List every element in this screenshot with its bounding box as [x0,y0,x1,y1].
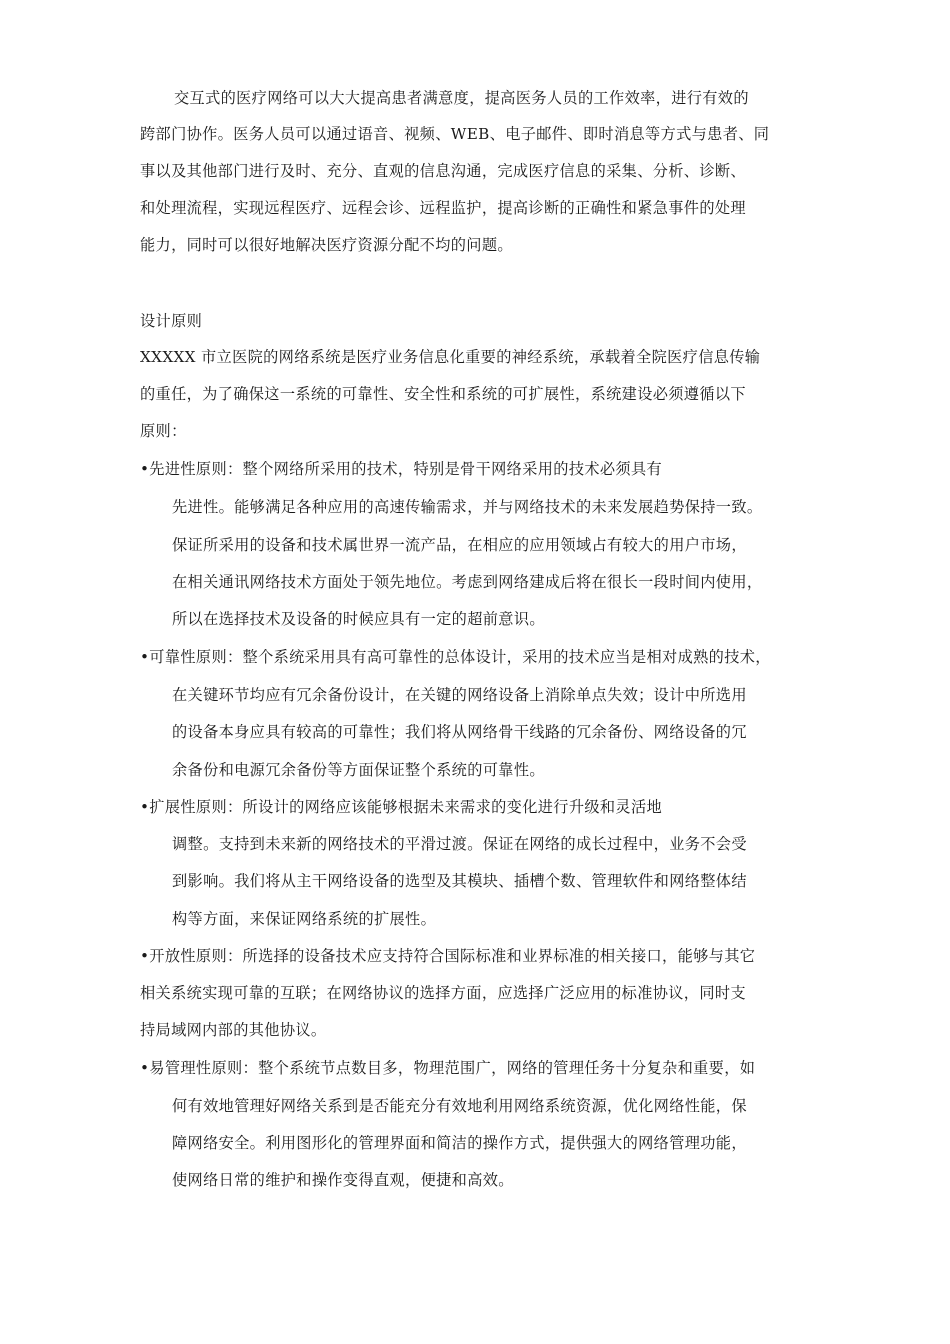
principle-line: 调整。支持到未来新的网络技术的平滑过渡。保证在网络的成长过程中，业务不会受 [172,835,747,853]
intro-line: 交互式的医疗网络可以大大提高患者满意度，提高医务人员的工作效率，进行有效的 [174,89,749,107]
intro-line: 跨部门协作。医务人员可以通过语音、视频、WEB、电子邮件、即时消息等方式与患者、同 [140,125,770,143]
principle-line: 在相关通讯网络技术方面处于领先地位。考虑到网络建成后将在很长一段时间内使用， [172,573,763,591]
principle-line: 构等方面，来保证网络系统的扩展性。 [172,910,437,928]
principle-line: 余备份和电源冗余备份等方面保证整个系统的可靠性。 [172,761,545,779]
section-intro-line: XXXXX 市立医院的网络系统是医疗业务信息化重要的神经系统，承载着全院医疗信息传输 [140,348,761,366]
principle-line: 保证所采用的设备和技术属世界一流产品，在相应的应用领域占有较大的用户市场， [172,536,747,554]
principle-reliability-first-line: •可靠性原则：整个系统采用具有高可靠性的总体设计，采用的技术应当是相对成熟的技术， [140,648,771,666]
section-heading: 设计原则 [140,312,203,330]
intro-line: 事以及其他部门进行及时、充分、直观的信息沟通，完成医疗信息的采集、分析、诊断、 [140,162,746,180]
principle-line: 所以在选择技术及设备的时候应具有一定的超前意识。 [172,610,545,628]
principle-line: 的设备本身应具有较高的可靠性；我们将从网络骨干线路的冗余备份、网络设备的冗 [172,723,747,741]
principle-line: 何有效地管理好网络关系到是否能充分有效地利用网络系统资源，优化网络性能，保 [172,1097,747,1115]
principle-line: 持局域网内部的其他协议。 [140,1021,327,1039]
principle-line: 在关键环节均应有冗余备份设计，在关键的网络设备上消除单点失效；设计中所选用 [172,686,747,704]
section-intro-line: 原则： [140,422,187,440]
intro-line: 和处理流程，实现远程医疗、远程会诊、远程监护，提高诊断的正确性和紧急事件的处理 [140,199,746,217]
principle-advanced-first-line: •先进性原则：整个网络所采用的技术，特别是骨干网络采用的技术必须具有 [140,460,663,478]
principle-scalability-first-line: •扩展性原则：所设计的网络应该能够根据未来需求的变化进行升级和灵活地 [140,798,663,816]
principle-line: 障网络安全。利用图形化的管理界面和简洁的操作方式，提供强大的网络管理功能， [172,1134,747,1152]
section-intro-line: 的重任，为了确保这一系统的可靠性、安全性和系统的可扩展性，系统建设必须遵循以下 [140,385,746,403]
principle-line: 先进性。能够满足各种应用的高速传输需求，并与网络技术的未来发展趋势保持一致。 [172,498,763,516]
principle-manageability-first-line: •易管理性原则：整个系统节点数目多，物理范围广，网络的管理任务十分复杂和重要，如 [140,1059,756,1077]
intro-line: 能力，同时可以很好地解决医疗资源分配不均的问题。 [140,236,513,254]
principle-line: 相关系统实现可靠的互联；在网络协议的选择方面，应选择广泛应用的标准协议，同时支 [140,984,746,1002]
principle-openness-first-line: •开放性原则：所选择的设备技术应支持符合国际标准和业界标准的相关接口，能够与其它 [140,947,756,965]
principle-line: 到影响。我们将从主干网络设备的选型及其模块、插槽个数、管理软件和网络整体结 [172,872,747,890]
principle-line: 使网络日常的维护和操作变得直观，便捷和高效。 [172,1171,514,1189]
